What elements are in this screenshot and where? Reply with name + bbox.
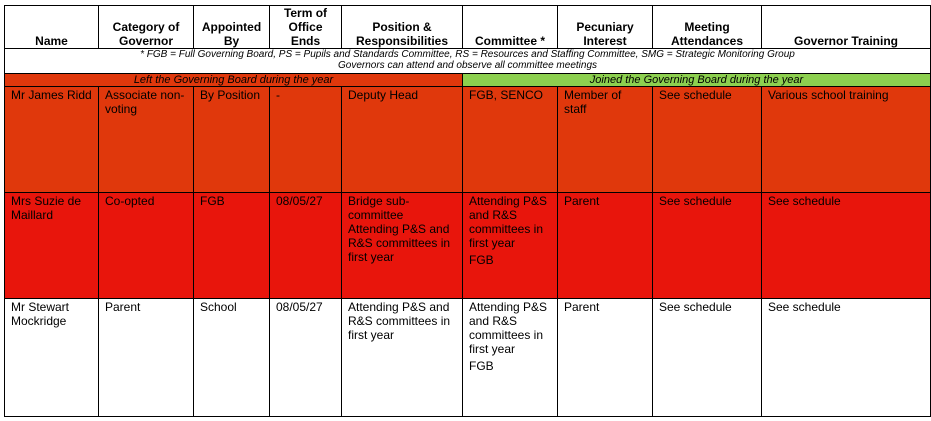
cell-committee bbox=[463, 193, 558, 299]
committee-extra: FGB bbox=[469, 359, 494, 373]
joined-board-banner: Joined the Governing Board during the year bbox=[463, 74, 931, 87]
header-training: Governor Training bbox=[762, 6, 931, 49]
cell-pecuniary: Parent bbox=[558, 299, 653, 417]
cell-name: Mr James Ridd bbox=[5, 87, 99, 193]
cell-term: 08/05/27 bbox=[270, 299, 342, 417]
cell-pecuniary: Member of staff bbox=[558, 87, 653, 193]
table-row bbox=[5, 87, 931, 193]
header-pecuniary: Pecuniary Interest bbox=[558, 6, 653, 49]
committee-text: Attending P&S and R&S committees in first year bbox=[469, 300, 548, 356]
cell-category: Parent bbox=[99, 299, 194, 417]
header-meeting: Meeting Attendances bbox=[653, 6, 762, 49]
header-name: Name bbox=[5, 6, 99, 49]
committee-text: Attending P&S and R&S committees in first year bbox=[469, 194, 548, 250]
header-term: Term of Office Ends bbox=[270, 6, 342, 49]
cell-committee: FGB, SENCO bbox=[463, 87, 558, 193]
cell-term: 08/05/27 bbox=[270, 193, 342, 299]
cell-appointed: By Position bbox=[194, 87, 270, 193]
cell-meeting: See schedule bbox=[653, 193, 762, 299]
header-row bbox=[5, 6, 931, 49]
cell-training: See schedule bbox=[762, 299, 931, 417]
cell-position: Attending P&S and R&S committees in first year bbox=[342, 299, 463, 417]
committee-extra: FGB bbox=[469, 253, 494, 267]
cell-training: Various school training bbox=[762, 87, 931, 193]
header-appointed: Appointed By bbox=[194, 6, 270, 49]
cell-appointed: FGB bbox=[194, 193, 270, 299]
cell-term: - bbox=[270, 87, 342, 193]
cell-committee bbox=[463, 299, 558, 417]
cell-position: Deputy Head bbox=[342, 87, 463, 193]
cell-name: Mr Stewart Mockridge bbox=[5, 299, 99, 417]
left-board-banner: Left the Governing Board during the year bbox=[5, 74, 463, 87]
table-row bbox=[5, 299, 931, 417]
cell-training: See schedule bbox=[762, 193, 931, 299]
governors-table bbox=[4, 5, 931, 417]
cell-pecuniary: Parent bbox=[558, 193, 653, 299]
banner-row bbox=[5, 74, 931, 87]
header-position: Position & Responsibilities bbox=[342, 6, 463, 49]
cell-appointed: School bbox=[194, 299, 270, 417]
legend-line-2: Governors can attend and observe all committee meetings bbox=[337, 60, 598, 71]
table-row bbox=[5, 193, 931, 299]
cell-meeting: See schedule bbox=[653, 87, 762, 193]
header-committee: Committee * bbox=[463, 6, 558, 49]
header-category: Category of Governor bbox=[99, 6, 194, 49]
cell-meeting: See schedule bbox=[653, 299, 762, 417]
cell-position: Bridge sub-committee Attending P&S and R&S committees in first year bbox=[342, 193, 463, 299]
cell-name: Mrs Suzie de Maillard bbox=[5, 193, 99, 299]
cell-category: Co-opted bbox=[99, 193, 194, 299]
cell-category: Associate non-voting bbox=[99, 87, 194, 193]
legend-cell bbox=[5, 49, 931, 74]
legend-row bbox=[5, 49, 931, 74]
legend-line-1: * FGB = Full Governing Board, PS = Pupils and Standards Committee, RS = Resources and Staffing Committee, SMG = Strategic Monitoring Group bbox=[140, 49, 795, 60]
